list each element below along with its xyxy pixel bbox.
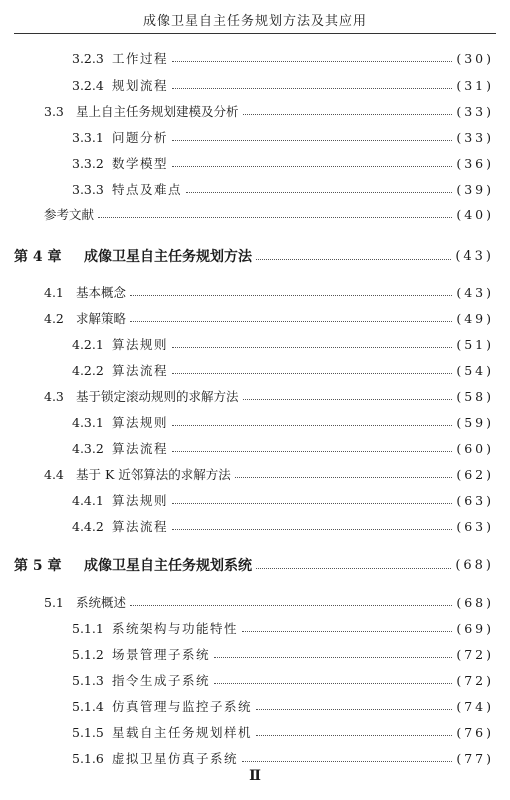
entry-number: 4.4 <box>44 466 64 482</box>
entry-page: (43) <box>455 248 494 264</box>
entry-page: (68) <box>456 594 494 610</box>
dot-leader <box>172 88 452 89</box>
dot-leader <box>256 735 452 736</box>
dot-leader <box>172 451 452 452</box>
toc-entry-5-1-3[interactable] <box>0 669 510 691</box>
entry-number: 3.2.3 <box>72 50 104 66</box>
dot-leader <box>130 295 452 296</box>
toc-entry-4-2-1[interactable] <box>0 333 510 355</box>
dot-leader <box>172 425 452 426</box>
entry-number: 5.1.3 <box>72 672 104 688</box>
dot-leader <box>243 399 453 400</box>
dot-leader <box>256 568 451 569</box>
dot-leader <box>186 192 452 193</box>
chapter-number: 第 4 章 <box>14 249 62 265</box>
entry-title: 虚拟卫星仿真子系统 <box>112 751 239 766</box>
toc-entry-3-3-1[interactable] <box>0 126 510 148</box>
entry-number: 4.2 <box>44 310 64 326</box>
toc-entry-4-1[interactable] <box>0 281 510 303</box>
entry-number: 5.1.1 <box>72 620 104 636</box>
entry-number: 5.1.4 <box>72 698 104 714</box>
toc-entry-5-1-1[interactable] <box>0 617 510 639</box>
entry-title: 仿真管理与监控子系统 <box>112 699 253 714</box>
entry-title: 求解策略 <box>76 311 127 326</box>
entry-page: (40) <box>456 206 494 222</box>
chapter-number: 第 5 章 <box>14 558 62 574</box>
entry-number: 4.3 <box>44 388 64 404</box>
entry-title: 算法流程 <box>112 363 169 378</box>
toc-entry-5-1-6[interactable] <box>0 747 510 769</box>
toc-chapter-4[interactable] <box>0 244 510 268</box>
entry-number: 5.1.5 <box>72 724 104 740</box>
entry-page: (59) <box>456 414 494 430</box>
entry-page: (63) <box>456 492 494 508</box>
toc-entry-4-4-2[interactable] <box>0 515 510 537</box>
entry-number: 3.3 <box>44 103 64 119</box>
entry-number: 4.1 <box>44 284 64 300</box>
dot-leader <box>130 605 452 606</box>
entry-page: (31) <box>456 77 494 93</box>
dot-leader <box>172 166 452 167</box>
entry-page: (74) <box>456 698 494 714</box>
dot-leader <box>172 529 452 530</box>
entry-page: (62) <box>456 466 494 482</box>
toc-entry-4-4[interactable] <box>0 463 510 485</box>
toc-entry-4-3-1[interactable] <box>0 411 510 433</box>
entry-page: (43) <box>456 284 494 300</box>
entry-number: 4.2.1 <box>72 336 104 352</box>
entry-title: 工作过程 <box>112 51 169 66</box>
dot-leader <box>172 140 452 141</box>
toc-entry-3-2-3[interactable] <box>0 47 510 69</box>
entry-number: 4.4.1 <box>72 492 104 508</box>
entry-number: 3.3.1 <box>72 129 104 145</box>
toc-entry-references[interactable] <box>0 203 510 225</box>
chapter-title: 成像卫星自主任务规划方法 <box>84 249 252 265</box>
dot-leader <box>256 709 452 710</box>
dot-leader <box>172 61 452 62</box>
dot-leader <box>172 347 452 348</box>
entry-page: (33) <box>456 103 494 119</box>
entry-number: 3.2.4 <box>72 77 104 93</box>
entry-number: 3.3.2 <box>72 155 104 171</box>
entry-number: 3.3.3 <box>72 181 104 197</box>
entry-title: 算法规则 <box>112 415 169 430</box>
entry-title: 问题分析 <box>112 130 169 145</box>
entry-title: 系统架构与功能特性 <box>112 621 239 636</box>
entry-title: 特点及难点 <box>112 182 183 197</box>
entry-title: 算法规则 <box>112 493 169 508</box>
entry-number: 4.4.2 <box>72 518 104 534</box>
toc-entry-3-2-4[interactable] <box>0 74 510 96</box>
entry-title: 星上自主任务规划建模及分析 <box>76 104 239 119</box>
entry-title: 算法流程 <box>112 519 169 534</box>
entry-page: (77) <box>456 750 494 766</box>
toc-entry-5-1-2[interactable] <box>0 643 510 665</box>
entry-page: (30) <box>456 50 494 66</box>
entry-number: 5.1.2 <box>72 646 104 662</box>
toc-entry-4-3[interactable] <box>0 385 510 407</box>
toc-entry-4-2[interactable] <box>0 307 510 329</box>
dot-leader <box>256 259 451 260</box>
entry-number: 4.3.2 <box>72 440 104 456</box>
entry-number: 5.1 <box>44 594 64 610</box>
dot-leader <box>242 631 452 632</box>
entry-title: 规划流程 <box>112 78 169 93</box>
toc-entry-5-1-5[interactable] <box>0 721 510 743</box>
entry-title: 基于锁定滚动规则的求解方法 <box>76 389 239 404</box>
entry-page: (58) <box>456 388 494 404</box>
entry-title: 数学模型 <box>112 156 169 171</box>
toc-chapter-5[interactable] <box>0 553 510 577</box>
dot-leader <box>172 503 452 504</box>
dot-leader <box>98 217 452 218</box>
entry-title: 场景管理子系统 <box>112 647 211 662</box>
toc-entry-3-3-3[interactable] <box>0 178 510 200</box>
toc-entry-4-2-2[interactable] <box>0 359 510 381</box>
entry-title: 星载自主任务规划样机 <box>112 725 253 740</box>
entry-page: (60) <box>456 440 494 456</box>
entry-page: (33) <box>456 129 494 145</box>
entry-title: 基于 K 近邻算法的求解方法 <box>76 467 231 482</box>
dot-leader <box>243 114 453 115</box>
toc-entry-3-3-2[interactable] <box>0 152 510 174</box>
running-header: 成像卫星自主任务规划方法及其应用 <box>142 14 367 29</box>
toc-entry-4-4-1[interactable] <box>0 489 510 511</box>
toc-entry-4-3-2[interactable] <box>0 437 510 459</box>
dot-leader <box>130 321 452 322</box>
dot-leader <box>214 657 452 658</box>
entry-page: (49) <box>456 310 494 326</box>
entry-page: (68) <box>455 557 494 573</box>
toc-entry-3-3[interactable] <box>0 100 510 122</box>
entry-title: 指令生成子系统 <box>112 673 211 688</box>
entry-title: 算法规则 <box>112 337 169 352</box>
entry-page: (76) <box>456 724 494 740</box>
dot-leader <box>235 477 453 478</box>
page-number: Ⅱ <box>249 768 261 784</box>
entry-title: 基本概念 <box>76 285 127 300</box>
entry-page: (72) <box>456 672 494 688</box>
entry-page: (54) <box>456 362 494 378</box>
chapter-title: 成像卫星自主任务规划系统 <box>84 558 252 574</box>
entry-page: (63) <box>456 518 494 534</box>
toc-entry-5-1[interactable] <box>0 591 510 613</box>
entry-title: 算法流程 <box>112 441 169 456</box>
entry-page: (39) <box>456 181 494 197</box>
entry-page: (69) <box>456 620 494 636</box>
entry-number: 5.1.6 <box>72 750 104 766</box>
dot-leader <box>214 683 452 684</box>
toc-entry-5-1-4[interactable] <box>0 695 510 717</box>
entry-page: (36) <box>456 155 494 171</box>
entry-title: 参考文献 <box>44 207 95 222</box>
entry-number: 4.2.2 <box>72 362 104 378</box>
entry-number: 4.3.1 <box>72 414 104 430</box>
entry-page: (51) <box>456 336 494 352</box>
entry-title: 系统概述 <box>76 595 127 610</box>
entry-page: (72) <box>456 646 494 662</box>
dot-leader <box>242 761 452 762</box>
dot-leader <box>172 373 452 374</box>
